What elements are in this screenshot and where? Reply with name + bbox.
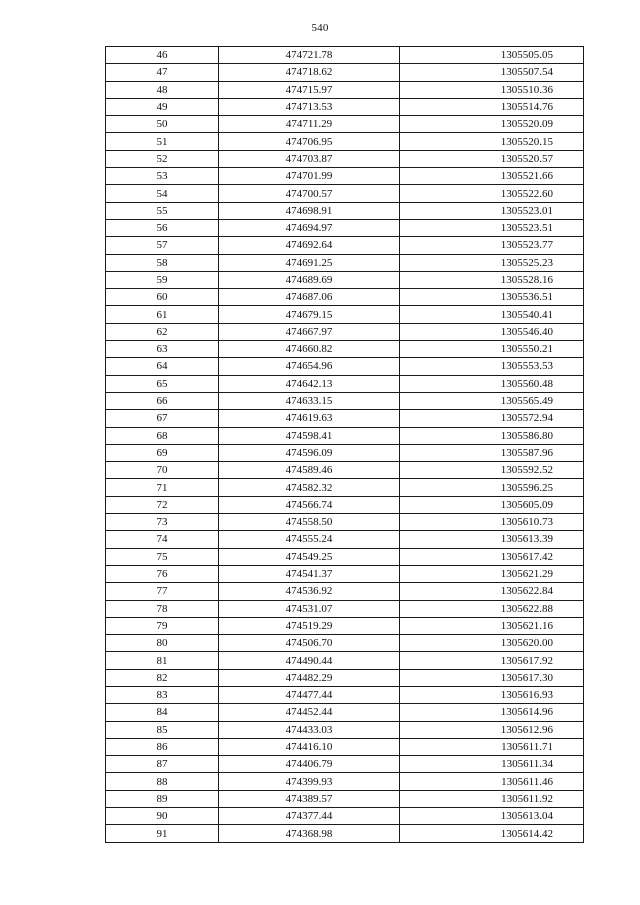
y-coordinate-cell: 1305620.00 (400, 635, 584, 652)
x-coordinate-cell: 474667.97 (219, 323, 400, 340)
y-coordinate-cell: 1305522.60 (400, 185, 584, 202)
table-row (106, 306, 584, 323)
table-row (106, 462, 584, 479)
x-coordinate-cell: 474713.53 (219, 98, 400, 115)
x-coordinate-cell: 474679.15 (219, 306, 400, 323)
point-number-cell: 64 (106, 358, 219, 375)
y-coordinate-cell: 1305613.39 (400, 531, 584, 548)
point-number-cell: 51 (106, 133, 219, 150)
point-number-cell: 59 (106, 271, 219, 288)
x-coordinate-cell: 474703.87 (219, 150, 400, 167)
point-number-cell: 86 (106, 738, 219, 755)
point-number-cell: 53 (106, 168, 219, 185)
point-number-cell: 65 (106, 375, 219, 392)
table-row (106, 652, 584, 669)
y-coordinate-cell: 1305525.23 (400, 254, 584, 271)
x-coordinate-cell: 474519.29 (219, 617, 400, 634)
point-number-cell: 91 (106, 825, 219, 842)
y-coordinate-cell: 1305616.93 (400, 686, 584, 703)
table-row (106, 825, 584, 842)
y-coordinate-cell: 1305611.92 (400, 790, 584, 807)
point-number-cell: 54 (106, 185, 219, 202)
y-coordinate-cell: 1305617.30 (400, 669, 584, 686)
y-coordinate-cell: 1305596.25 (400, 479, 584, 496)
table-row (106, 98, 584, 115)
table-row (106, 790, 584, 807)
x-coordinate-cell: 474694.97 (219, 219, 400, 236)
table-row (106, 738, 584, 755)
point-number-cell: 85 (106, 721, 219, 738)
x-coordinate-cell: 474715.97 (219, 81, 400, 98)
x-coordinate-cell: 474654.96 (219, 358, 400, 375)
y-coordinate-cell: 1305550.21 (400, 341, 584, 358)
y-coordinate-cell: 1305621.29 (400, 565, 584, 582)
point-number-cell: 72 (106, 496, 219, 513)
y-coordinate-cell: 1305523.77 (400, 237, 584, 254)
table-row (106, 444, 584, 461)
y-coordinate-cell: 1305514.76 (400, 98, 584, 115)
y-coordinate-cell: 1305553.53 (400, 358, 584, 375)
x-coordinate-cell: 474700.57 (219, 185, 400, 202)
point-number-cell: 66 (106, 392, 219, 409)
y-coordinate-cell: 1305622.84 (400, 583, 584, 600)
x-coordinate-cell: 474706.95 (219, 133, 400, 150)
table-row (106, 271, 584, 288)
point-number-cell: 71 (106, 479, 219, 496)
y-coordinate-cell: 1305523.51 (400, 219, 584, 236)
y-coordinate-cell: 1305520.09 (400, 116, 584, 133)
point-number-cell: 83 (106, 686, 219, 703)
y-coordinate-cell: 1305605.09 (400, 496, 584, 513)
x-coordinate-cell: 474531.07 (219, 600, 400, 617)
x-coordinate-cell: 474582.32 (219, 479, 400, 496)
y-coordinate-cell: 1305505.05 (400, 47, 584, 64)
x-coordinate-cell: 474566.74 (219, 496, 400, 513)
x-coordinate-cell: 474692.64 (219, 237, 400, 254)
table-row (106, 358, 584, 375)
point-number-cell: 89 (106, 790, 219, 807)
table-row (106, 341, 584, 358)
point-number-cell: 48 (106, 81, 219, 98)
point-number-cell: 61 (106, 306, 219, 323)
y-coordinate-cell: 1305528.16 (400, 271, 584, 288)
table-row (106, 548, 584, 565)
x-coordinate-cell: 474482.29 (219, 669, 400, 686)
point-number-cell: 52 (106, 150, 219, 167)
x-coordinate-cell: 474619.63 (219, 410, 400, 427)
point-number-cell: 47 (106, 64, 219, 81)
table-row (106, 185, 584, 202)
point-number-cell: 63 (106, 341, 219, 358)
point-number-cell: 75 (106, 548, 219, 565)
point-number-cell: 67 (106, 410, 219, 427)
table-row (106, 219, 584, 236)
table-row (106, 565, 584, 582)
x-coordinate-cell: 474711.29 (219, 116, 400, 133)
table-row (106, 427, 584, 444)
y-coordinate-cell: 1305622.88 (400, 600, 584, 617)
x-coordinate-cell: 474660.82 (219, 341, 400, 358)
table-row (106, 81, 584, 98)
table-row (106, 669, 584, 686)
x-coordinate-cell: 474406.79 (219, 756, 400, 773)
point-number-cell: 46 (106, 47, 219, 64)
x-coordinate-cell: 474689.69 (219, 271, 400, 288)
point-number-cell: 82 (106, 669, 219, 686)
y-coordinate-cell: 1305614.96 (400, 704, 584, 721)
point-number-cell: 84 (106, 704, 219, 721)
point-number-cell: 78 (106, 600, 219, 617)
point-number-cell: 56 (106, 219, 219, 236)
point-number-cell: 49 (106, 98, 219, 115)
table-row (106, 583, 584, 600)
point-number-cell: 90 (106, 808, 219, 825)
point-number-cell: 68 (106, 427, 219, 444)
point-number-cell: 80 (106, 635, 219, 652)
y-coordinate-cell: 1305565.49 (400, 392, 584, 409)
x-coordinate-cell: 474549.25 (219, 548, 400, 565)
x-coordinate-cell: 474701.99 (219, 168, 400, 185)
point-number-cell: 70 (106, 462, 219, 479)
point-number-cell: 87 (106, 756, 219, 773)
point-number-cell: 73 (106, 514, 219, 531)
table-row (106, 514, 584, 531)
x-coordinate-cell: 474558.50 (219, 514, 400, 531)
table-row (106, 168, 584, 185)
y-coordinate-cell: 1305611.46 (400, 773, 584, 790)
x-coordinate-cell: 474555.24 (219, 531, 400, 548)
point-number-cell: 88 (106, 773, 219, 790)
point-number-cell: 57 (106, 237, 219, 254)
y-coordinate-cell: 1305611.34 (400, 756, 584, 773)
y-coordinate-cell: 1305612.96 (400, 721, 584, 738)
x-coordinate-cell: 474477.44 (219, 686, 400, 703)
y-coordinate-cell: 1305520.57 (400, 150, 584, 167)
x-coordinate-cell: 474536.92 (219, 583, 400, 600)
table-row (106, 392, 584, 409)
x-coordinate-cell: 474691.25 (219, 254, 400, 271)
x-coordinate-cell: 474687.06 (219, 289, 400, 306)
y-coordinate-cell: 1305617.42 (400, 548, 584, 565)
table-row (106, 133, 584, 150)
point-number-cell: 60 (106, 289, 219, 306)
x-coordinate-cell: 474506.70 (219, 635, 400, 652)
point-number-cell: 74 (106, 531, 219, 548)
y-coordinate-cell: 1305572.94 (400, 410, 584, 427)
coordinates-table-body (106, 47, 584, 843)
table-row (106, 202, 584, 219)
x-coordinate-cell: 474433.03 (219, 721, 400, 738)
x-coordinate-cell: 474416.10 (219, 738, 400, 755)
y-coordinate-cell: 1305614.42 (400, 825, 584, 842)
point-number-cell: 79 (106, 617, 219, 634)
y-coordinate-cell: 1305520.15 (400, 133, 584, 150)
table-row (106, 635, 584, 652)
x-coordinate-cell: 474389.57 (219, 790, 400, 807)
y-coordinate-cell: 1305523.01 (400, 202, 584, 219)
y-coordinate-cell: 1305521.66 (400, 168, 584, 185)
y-coordinate-cell: 1305510.36 (400, 81, 584, 98)
table-row (106, 496, 584, 513)
x-coordinate-cell: 474589.46 (219, 462, 400, 479)
x-coordinate-cell: 474399.93 (219, 773, 400, 790)
table-row (106, 600, 584, 617)
table-row (106, 375, 584, 392)
point-number-cell: 77 (106, 583, 219, 600)
table-row (106, 531, 584, 548)
x-coordinate-cell: 474698.91 (219, 202, 400, 219)
table-row (106, 617, 584, 634)
table-row (106, 64, 584, 81)
table-row (106, 150, 584, 167)
x-coordinate-cell: 474596.09 (219, 444, 400, 461)
x-coordinate-cell: 474452.44 (219, 704, 400, 721)
y-coordinate-cell: 1305611.71 (400, 738, 584, 755)
table-row (106, 410, 584, 427)
point-number-cell: 76 (106, 565, 219, 582)
table-row (106, 254, 584, 271)
y-coordinate-cell: 1305536.51 (400, 289, 584, 306)
table-row (106, 686, 584, 703)
y-coordinate-cell: 1305546.40 (400, 323, 584, 340)
table-row (106, 237, 584, 254)
x-coordinate-cell: 474721.78 (219, 47, 400, 64)
coordinates-table (105, 46, 584, 843)
table-row (106, 116, 584, 133)
y-coordinate-cell: 1305587.96 (400, 444, 584, 461)
y-coordinate-cell: 1305617.92 (400, 652, 584, 669)
y-coordinate-cell: 1305610.73 (400, 514, 584, 531)
x-coordinate-cell: 474633.15 (219, 392, 400, 409)
x-coordinate-cell: 474368.98 (219, 825, 400, 842)
table-row (106, 47, 584, 64)
x-coordinate-cell: 474598.41 (219, 427, 400, 444)
x-coordinate-cell: 474642.13 (219, 375, 400, 392)
y-coordinate-cell: 1305540.41 (400, 306, 584, 323)
table-row (106, 289, 584, 306)
page-number: 540 (311, 22, 329, 34)
y-coordinate-cell: 1305621.16 (400, 617, 584, 634)
table-row (106, 756, 584, 773)
point-number-cell: 50 (106, 116, 219, 133)
x-coordinate-cell: 474541.37 (219, 565, 400, 582)
table-row (106, 808, 584, 825)
point-number-cell: 55 (106, 202, 219, 219)
x-coordinate-cell: 474490.44 (219, 652, 400, 669)
y-coordinate-cell: 1305613.04 (400, 808, 584, 825)
y-coordinate-cell: 1305560.48 (400, 375, 584, 392)
point-number-cell: 69 (106, 444, 219, 461)
table-row (106, 773, 584, 790)
y-coordinate-cell: 1305507.54 (400, 64, 584, 81)
point-number-cell: 62 (106, 323, 219, 340)
y-coordinate-cell: 1305592.52 (400, 462, 584, 479)
table-row (106, 704, 584, 721)
point-number-cell: 81 (106, 652, 219, 669)
table-row (106, 323, 584, 340)
table-row (106, 479, 584, 496)
y-coordinate-cell: 1305586.80 (400, 427, 584, 444)
point-number-cell: 58 (106, 254, 219, 271)
x-coordinate-cell: 474377.44 (219, 808, 400, 825)
table-row (106, 721, 584, 738)
x-coordinate-cell: 474718.62 (219, 64, 400, 81)
